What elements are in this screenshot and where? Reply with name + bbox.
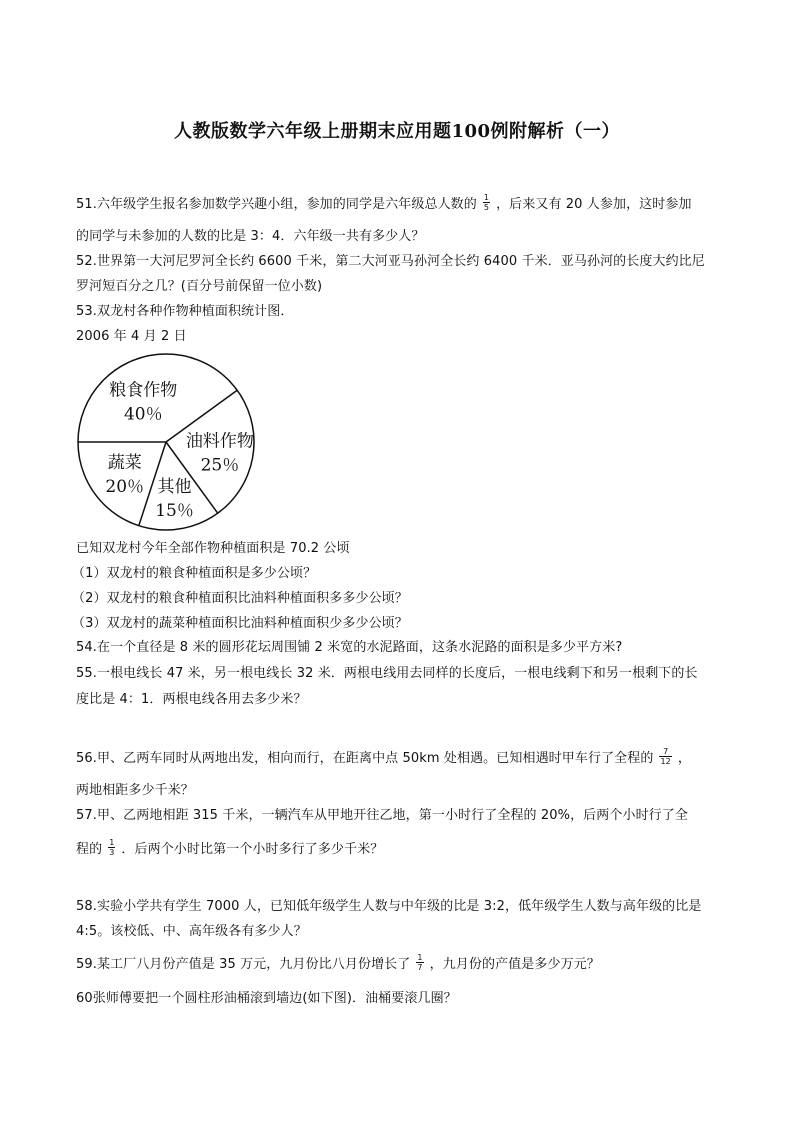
q57-text-a: 程的 xyxy=(76,842,103,857)
q51-fraction xyxy=(483,193,490,212)
fraction-numerator: 1 xyxy=(483,193,490,202)
q52-line2: 罗河短百分之几？(百分号前保留一位小数) xyxy=(76,279,323,294)
q52-line1: 52.世界第一大河尼罗河全长约 6600 千米，第二大河亚马孙河全长约 6400 千米．亚马孙河的长度大约比尼 xyxy=(76,254,705,269)
q51-text-b: ，后来又有 20 人参加，这时参加 xyxy=(496,197,692,212)
fraction-numerator: 1 xyxy=(109,838,115,847)
q59-text-b: ，九月份的产值是多少万元？ xyxy=(429,957,600,972)
fraction-numerator: 1 xyxy=(417,953,423,962)
q58-line2: 4:5。该校低、中、高年级各有多少人？ xyxy=(76,924,307,939)
q51-line1 xyxy=(76,195,692,214)
q57-fraction xyxy=(108,838,115,857)
q53-given: 已知双龙村今年全部作物种植面积是 70.2 公顷 xyxy=(76,541,350,556)
pie-slice-percent: 25％ xyxy=(200,455,240,476)
q57-line1: 57.甲、乙两地相距 315 千米，一辆汽车从甲地开往乙地，第一小时行了全程的 20%，后两个小时行了全 xyxy=(76,808,688,823)
q56-line2: 两地相距多少千米？ xyxy=(76,783,194,798)
q56-line1 xyxy=(76,749,691,768)
pie-slice-percent: 40％ xyxy=(123,404,163,425)
q56-fraction xyxy=(659,747,671,766)
q54-line1: 54.在一个直径是 8 米的圆形花坛周围铺 2 米宽的水泥路面，这条水泥路的面积是多少平方米? xyxy=(76,640,623,655)
q56-text-a: 56.甲、乙两车同时从两地出发，相向而行，在距离中点 50km 处相遇。已知相遇时甲车行了全程的 xyxy=(76,751,654,766)
pie-slice-percent: 15％ xyxy=(155,500,194,521)
crop-area-pie-chart xyxy=(74,350,258,534)
q53-line1: 53.双龙村各种作物种植面积统计图． xyxy=(76,304,294,319)
q57-text-b: ．后两个小时比第一个小时多行了多少千米？ xyxy=(121,842,384,857)
q55-line1: 55.一根电线长 47 米，另一根电线长 32 米．两根电线用去同样的长度后，一根电线剩下和另一根剩下的长 xyxy=(76,666,698,681)
q53-sub2: （2）双龙村的粮食种植面积比油料种植面积多多少公顷？ xyxy=(72,591,408,606)
pie-slice-label: 油料作物 xyxy=(185,431,254,452)
q59-fraction xyxy=(416,953,423,972)
q59-text-a: 59.某工厂八月份产值是 35 万元，九月份比八月份增长了 xyxy=(76,957,411,972)
q51-text-a: 51.六年级学生报名参加数学兴趣小组，参加的同学是六年级总人数的 xyxy=(76,197,477,212)
pie-slice-label: 粮食作物 xyxy=(109,380,178,401)
q55-line2: 度比是 4：1．两根电线各用去多少米？ xyxy=(76,692,307,707)
q57-line2 xyxy=(76,840,383,859)
fraction-denominator: 7 xyxy=(417,963,423,972)
q60-line1: 60张师傅要把一个圆柱形油桶滚到墙边(如下图)．油桶要滚几圈？ xyxy=(76,991,457,1006)
q51-line2: 的同学与未参加的人数的比是 3：4．六年级一共有多少人？ xyxy=(76,229,425,244)
fraction-numerator: 7 xyxy=(663,747,669,756)
pie-slice-percent: 20％ xyxy=(105,477,145,498)
q53-sub3: （3）双龙村的蔬菜种植面积比油料种植面积少多少公顷？ xyxy=(72,616,408,631)
pie-slice-label: 蔬菜 xyxy=(107,453,142,474)
fraction-denominator: 5 xyxy=(483,203,490,212)
pie-slice-label: 其他 xyxy=(157,476,192,497)
q56-text-b: ， xyxy=(677,751,691,766)
q53-date: 2006 年 4 月 2 日 xyxy=(76,329,187,344)
q59-line1 xyxy=(76,955,600,974)
fraction-denominator: 12 xyxy=(660,757,671,766)
q53-sub1: （1）双龙村的粮食种植面积是多少公顷？ xyxy=(72,566,317,581)
fraction-denominator: 3 xyxy=(109,848,115,857)
q58-line1: 58.实验小学共有学生 7000 人，已知低年级学生人数与中年级的比是 3:2，低年级学生人数与高年级的比是 xyxy=(76,899,702,914)
page-title: 人教版数学六年级上册期末应用题100例附解析（一） xyxy=(173,121,621,142)
